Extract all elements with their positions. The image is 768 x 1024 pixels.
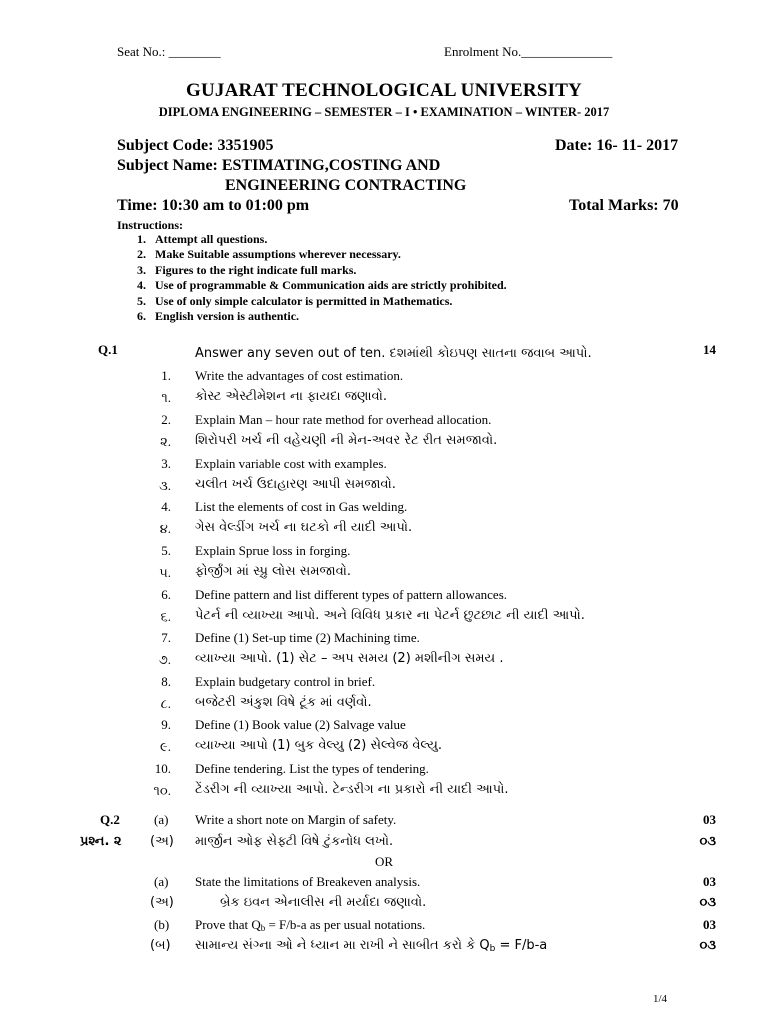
q1-item-gujarati: પેટર્ન ની વ્યાખ્યા આપો. અને વિવિધ પ્રકાર ના પેટર્ન છુટછાટ ની યાદી આપો.	[195, 608, 585, 623]
total-marks: Total Marks: 70	[569, 197, 679, 214]
q2-item-gujarati: બ્રેક ઇવન એનાલીસ ની મર્યાદા જણાવો.	[220, 895, 427, 910]
q1-item-english: Explain Man – hour rate method for overhead allocation.	[195, 412, 492, 427]
exam-date: Date: 16- 11- 2017	[555, 137, 679, 154]
instruction-item: 6. English version is authentic.	[137, 308, 300, 323]
enrolment-number-field: Enrolment No.______________	[444, 44, 613, 59]
q1-item-number: ૮.	[160, 696, 171, 711]
q1-marks: 14	[703, 342, 716, 357]
q1-item-gujarati: વ્યાખ્યા આપો. (1) સેટ – અપ સમય (2) મશીનીગ સમય .	[195, 651, 504, 666]
instruction-item: 2. Make Suitable assumptions wherever necessary.	[137, 247, 401, 262]
q1-item-gujarati: શિરોપરી ખર્ચ ની વહેચણી ની મેન-અવર રેટ રીત સમજાવો.	[195, 433, 498, 448]
q2-sub-label: (a)	[154, 812, 169, 827]
subject-code: Subject Code: 3351905	[117, 137, 274, 154]
q1-item-english: Explain budgetary control in brief.	[195, 674, 376, 689]
instructions-title: Instructions:	[117, 218, 184, 232]
q2-item-english: Prove that Qb = F/b-a as per usual notations.	[195, 917, 426, 933]
instruction-item: 3. Figures to the right indicate full marks.	[137, 262, 357, 277]
q1-item-gujarati: ટેંડરીગ ની વ્યાખ્યા આપો. ટેન્ડરીગ ના પ્રકારો ની યાદી આપો.	[195, 782, 509, 797]
q1-item-number: ૭.	[158, 652, 171, 667]
q1-item-number: 9.	[161, 717, 171, 732]
q2-item-gujarati: માર્જીન ઓફ સેફ્ટી વિષે ટુંકનોધ લખો.	[195, 834, 394, 849]
q1-item-number: 8.	[161, 674, 171, 689]
q2-item-english: State the limitations of Breakeven analysis.	[195, 874, 421, 889]
q1-item-english: Explain Sprue loss in forging.	[195, 543, 351, 558]
q1-item-number: 6.	[161, 587, 171, 602]
q1-item-english: Define (1) Set-up time (2) Machining time.	[195, 630, 420, 645]
q2-item-gujarati: સામાન્ય સંગ્ના ઓ ને ધ્યાન મા રાખી ને સાબીત કરો કે Qb = F/b-a	[195, 938, 548, 954]
seat-number-field: Seat No.: ________	[117, 44, 221, 59]
q1-item-english: Explain variable cost with examples.	[195, 456, 387, 471]
q1-item-number: ૩.	[159, 478, 171, 493]
q2-item-english: Write a short note on Margin of safety.	[195, 812, 397, 827]
q1-item-number: ૪.	[159, 521, 171, 536]
q1-item-number: ૧.	[161, 390, 171, 405]
q1-item-number: ૫.	[159, 565, 171, 580]
q1-item-number: 5.	[161, 543, 171, 558]
q1-item-number: ૬.	[160, 609, 171, 624]
q2-label-gujarati: પ્રશ્ન. ૨	[80, 834, 122, 849]
q2-sub-label: (a)	[154, 874, 169, 889]
subject-name-line-1: Subject Name: ESTIMATING,COSTING AND	[117, 157, 441, 174]
q1-item-number: 3.	[161, 456, 171, 471]
instruction-item: 4. Use of programmable & Communication aids are strictly prohibited.	[137, 278, 507, 293]
instruction-item: 5. Use of only simple calculator is permitted in Mathematics.	[137, 293, 453, 308]
q1-item-number: 7.	[161, 630, 171, 645]
q1-item-english: Define (1) Book value (2) Salvage value	[195, 717, 406, 732]
q2-marks: ૦૩	[699, 834, 716, 849]
q1-intro: Answer any seven out of ten. દશમાંથી કોઇપણ સાતના જવાબ આપો.	[195, 346, 592, 361]
q1-item-gujarati: ફોર્જીંગ માં સ્પ્રુ લોસ સમજાવો.	[195, 564, 352, 579]
q1-item-gujarati: ગેસ વેલ્ડીંગ ખર્ચ ના ઘટકો ની યાદી આપો.	[195, 520, 413, 535]
q1-item-number: ૧૦.	[153, 783, 171, 798]
q1-item-number: ૯.	[160, 739, 171, 754]
q2-sub-label: (b)	[154, 917, 170, 932]
subject-name-line-2: ENGINEERING CONTRACTING	[225, 177, 467, 194]
q2-marks: 03	[703, 874, 716, 889]
exam-title: DIPLOMA ENGINEERING – SEMESTER – I • EXAMINATION – WINTER- 2017	[158, 105, 610, 119]
q2-marks: 03	[703, 917, 716, 932]
q1-item-gujarati: બજેટરી અંકુશ વિષે ટૂંક માં વર્ણવો.	[195, 695, 372, 710]
instructions-list	[137, 232, 507, 324]
q1-item-number: 10.	[154, 761, 171, 776]
q1-item-number: 1.	[161, 368, 171, 383]
q1-item-number: ૨.	[160, 434, 171, 449]
q2-marks: ૦૩	[699, 938, 716, 953]
q1-item-gujarati: ચલીત ખર્ચ ઉદાહારણ આપી સમજાવો.	[195, 477, 396, 492]
q2-label: Q.2	[100, 812, 120, 827]
q1-item-english: List the elements of cost in Gas welding.	[195, 499, 408, 514]
q1-item-english: Write the advantages of cost estimation.	[195, 368, 404, 383]
q1-item-gujarati: કોસ્ટ એસ્ટીમેશન ના ફાયદા જણાવો.	[195, 389, 388, 404]
q2-marks: ૦૩	[699, 895, 716, 910]
q2-sub-label: (અ)	[150, 895, 174, 910]
q2-sub-label: (બ)	[150, 938, 171, 953]
page-number: 1/4	[653, 993, 668, 1005]
university-title: GUJARAT TECHNOLOGICAL UNIVERSITY	[186, 80, 582, 101]
q2-marks: 03	[703, 812, 716, 827]
or-separator: OR	[374, 854, 394, 869]
q1-item-number: 2.	[161, 412, 171, 427]
q1-item-english: Define tendering. List the types of tendering.	[195, 761, 429, 776]
exam-time: Time: 10:30 am to 01:00 pm	[117, 197, 310, 214]
instruction-item: 1. Attempt all questions.	[137, 232, 268, 246]
q1-item-english: Define pattern and list different types of pattern allowances.	[195, 587, 508, 602]
q1-label: Q.1	[98, 342, 118, 357]
q1-item-number: 4.	[161, 499, 171, 514]
q2-sub-label: (અ)	[150, 834, 174, 849]
q1-item-gujarati: વ્યાખ્યા આપો (1) બુક વેલ્યુ (2) સેલ્વેજ વેલ્યુ.	[195, 738, 442, 753]
